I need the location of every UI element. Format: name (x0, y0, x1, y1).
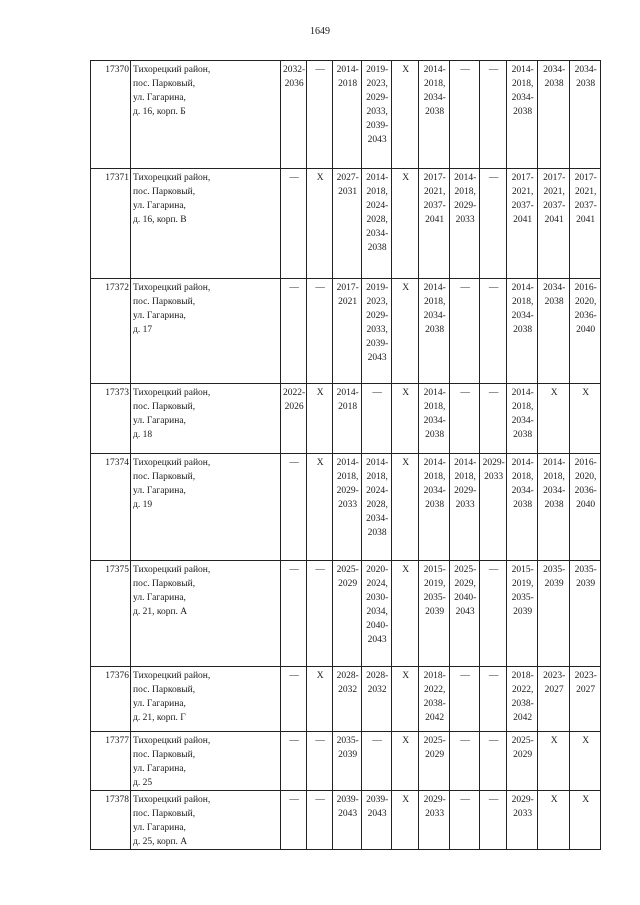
schedule-cell: 2014- 2018, 2034- 2038 (538, 454, 570, 561)
schedule-cell: 2014- 2018, 2034- 2038 (419, 61, 450, 169)
schedule-cell: X (538, 732, 570, 791)
table-row (91, 454, 601, 561)
schedule-cell: 2017- 2021, 2037- 2041 (419, 169, 450, 279)
table-row (91, 279, 601, 384)
schedule-cell: 2034- 2038 (538, 279, 570, 384)
schedule-cell: 2032- 2036 (281, 61, 307, 169)
schedule-cell: X (392, 61, 419, 169)
schedule-cell: 2029- 2033 (507, 791, 538, 850)
repair-schedule-table (90, 60, 601, 850)
schedule-cell: X (538, 791, 570, 850)
schedule-cell: 2014- 2018, 2034- 2038 (507, 61, 538, 169)
schedule-cell: — (307, 732, 333, 791)
schedule-cell: 2019- 2023, 2029- 2033, 2039- 2043 (362, 61, 392, 169)
schedule-cell: — (281, 561, 307, 667)
schedule-cell: 2014- 2018, 2024- 2028, 2034- 2038 (362, 454, 392, 561)
schedule-cell: 2014- 2018, 2034- 2038 (419, 384, 450, 454)
schedule-cell: 2019- 2023, 2029- 2033, 2039- 2043 (362, 279, 392, 384)
schedule-cell: 2035- 2039 (538, 561, 570, 667)
schedule-cell: X (392, 732, 419, 791)
row-number: 17372 (91, 279, 131, 384)
schedule-cell: X (392, 561, 419, 667)
schedule-cell: — (281, 454, 307, 561)
row-number: 17371 (91, 169, 131, 279)
row-number: 17378 (91, 791, 131, 850)
address-cell: Тихорецкий район, пос. Парковый, ул. Гагарина, д. 21, корп. Г (131, 667, 281, 732)
schedule-cell: X (307, 667, 333, 732)
schedule-cell: X (570, 791, 601, 850)
schedule-cell: — (362, 384, 392, 454)
schedule-cell: 2014- 2018, 2034- 2038 (419, 279, 450, 384)
schedule-cell: — (450, 667, 480, 732)
schedule-cell: 2017- 2021, 2037- 2041 (570, 169, 601, 279)
schedule-cell: 2014- 2018, 2024- 2028, 2034- 2038 (362, 169, 392, 279)
schedule-cell: — (480, 169, 507, 279)
schedule-cell: — (307, 561, 333, 667)
schedule-cell: 2014- 2018, 2029- 2033 (450, 169, 480, 279)
address-cell: Тихорецкий район, пос. Парковый, ул. Гагарина, д. 17 (131, 279, 281, 384)
schedule-cell: 2023- 2027 (570, 667, 601, 732)
schedule-cell: 2029- 2033 (480, 454, 507, 561)
schedule-cell: 2014- 2018, 2029- 2033 (450, 454, 480, 561)
schedule-cell: 2015- 2019, 2035- 2039 (507, 561, 538, 667)
schedule-cell: — (281, 732, 307, 791)
schedule-cell: 2014- 2018, 2034- 2038 (507, 454, 538, 561)
schedule-cell: — (450, 61, 480, 169)
address-cell: Тихорецкий район, пос. Парковый, ул. Гагарина, д. 19 (131, 454, 281, 561)
schedule-cell: 2017- 2021 (333, 279, 362, 384)
schedule-cell: 2034- 2038 (538, 61, 570, 169)
address-cell: Тихорецкий район, пос. Парковый, ул. Гагарина, д. 16, корп. Б (131, 61, 281, 169)
schedule-cell: 2018- 2022, 2038- 2042 (419, 667, 450, 732)
schedule-cell: — (480, 732, 507, 791)
schedule-cell: 2035- 2039 (570, 561, 601, 667)
schedule-cell: 2025- 2029 (419, 732, 450, 791)
address-cell: Тихорецкий район, пос. Парковый, ул. Гагарина, д. 25 (131, 732, 281, 791)
address-cell: Тихорецкий район, пос. Парковый, ул. Гагарина, д. 25, корп. А (131, 791, 281, 850)
schedule-cell: X (570, 732, 601, 791)
table-row (91, 791, 601, 850)
schedule-cell: X (392, 169, 419, 279)
row-number: 17376 (91, 667, 131, 732)
schedule-cell: — (480, 561, 507, 667)
schedule-cell: — (362, 732, 392, 791)
schedule-cell: 2016- 2020, 2036- 2040 (570, 454, 601, 561)
schedule-cell: — (480, 384, 507, 454)
schedule-cell: 2034- 2038 (570, 61, 601, 169)
schedule-cell: X (570, 384, 601, 454)
row-number: 17375 (91, 561, 131, 667)
address-cell: Тихорецкий район, пос. Парковый, ул. Гагарина, д. 16, корп. В (131, 169, 281, 279)
schedule-cell: — (450, 732, 480, 791)
schedule-cell: — (480, 61, 507, 169)
page-number: 1649 (310, 26, 330, 37)
schedule-cell: X (392, 454, 419, 561)
schedule-cell: 2035- 2039 (333, 732, 362, 791)
schedule-cell: 2025- 2029 (333, 561, 362, 667)
schedule-cell: — (281, 667, 307, 732)
schedule-cell: 2029- 2033 (419, 791, 450, 850)
schedule-cell: 2023- 2027 (538, 667, 570, 732)
schedule-cell: — (281, 791, 307, 850)
schedule-cell: 2014- 2018, 2034- 2038 (507, 279, 538, 384)
schedule-cell: 2039- 2043 (362, 791, 392, 850)
schedule-cell: X (392, 384, 419, 454)
schedule-cell: — (450, 791, 480, 850)
schedule-cell: — (480, 279, 507, 384)
schedule-cell: 2015- 2019, 2035- 2039 (419, 561, 450, 667)
table-row (91, 61, 601, 169)
row-number: 17374 (91, 454, 131, 561)
schedule-cell: 2018- 2022, 2038- 2042 (507, 667, 538, 732)
table-row (91, 384, 601, 454)
schedule-cell: 2027- 2031 (333, 169, 362, 279)
address-cell: Тихорецкий район, пос. Парковый, ул. Гагарина, д. 21, корп. А (131, 561, 281, 667)
schedule-cell: X (392, 667, 419, 732)
schedule-cell: X (392, 279, 419, 384)
row-number: 17370 (91, 61, 131, 169)
schedule-cell: 2028- 2032 (333, 667, 362, 732)
schedule-cell: 2014- 2018, 2029- 2033 (333, 454, 362, 561)
table-row (91, 169, 601, 279)
schedule-cell: — (450, 384, 480, 454)
schedule-cell: 2016- 2020, 2036- 2040 (570, 279, 601, 384)
schedule-cell: — (480, 667, 507, 732)
schedule-cell: — (450, 279, 480, 384)
row-number: 17373 (91, 384, 131, 454)
schedule-cell: 2025- 2029 (507, 732, 538, 791)
schedule-cell: 2014- 2018, 2034- 2038 (507, 384, 538, 454)
schedule-cell: 2014- 2018 (333, 61, 362, 169)
schedule-cell: — (281, 169, 307, 279)
schedule-cell: 2017- 2021, 2037- 2041 (538, 169, 570, 279)
schedule-cell: X (307, 169, 333, 279)
schedule-cell: X (538, 384, 570, 454)
table-row (91, 561, 601, 667)
schedule-cell: — (307, 61, 333, 169)
schedule-cell: 2025- 2029, 2040- 2043 (450, 561, 480, 667)
schedule-cell: — (281, 279, 307, 384)
table-row (91, 732, 601, 791)
schedule-cell: 2014- 2018 (333, 384, 362, 454)
schedule-cell: — (307, 279, 333, 384)
schedule-cell: 2017- 2021, 2037- 2041 (507, 169, 538, 279)
schedule-cell: 2039- 2043 (333, 791, 362, 850)
schedule-cell: X (307, 384, 333, 454)
schedule-cell: — (307, 791, 333, 850)
row-number: 17377 (91, 732, 131, 791)
address-cell: Тихорецкий район, пос. Парковый, ул. Гагарина, д. 18 (131, 384, 281, 454)
schedule-cell: — (480, 791, 507, 850)
schedule-cell: 2022- 2026 (281, 384, 307, 454)
table-row (91, 667, 601, 732)
schedule-cell: X (392, 791, 419, 850)
schedule-cell: 2014- 2018, 2034- 2038 (419, 454, 450, 561)
schedule-cell: 2028- 2032 (362, 667, 392, 732)
schedule-cell: X (307, 454, 333, 561)
schedule-cell: 2020- 2024, 2030- 2034, 2040- 2043 (362, 561, 392, 667)
